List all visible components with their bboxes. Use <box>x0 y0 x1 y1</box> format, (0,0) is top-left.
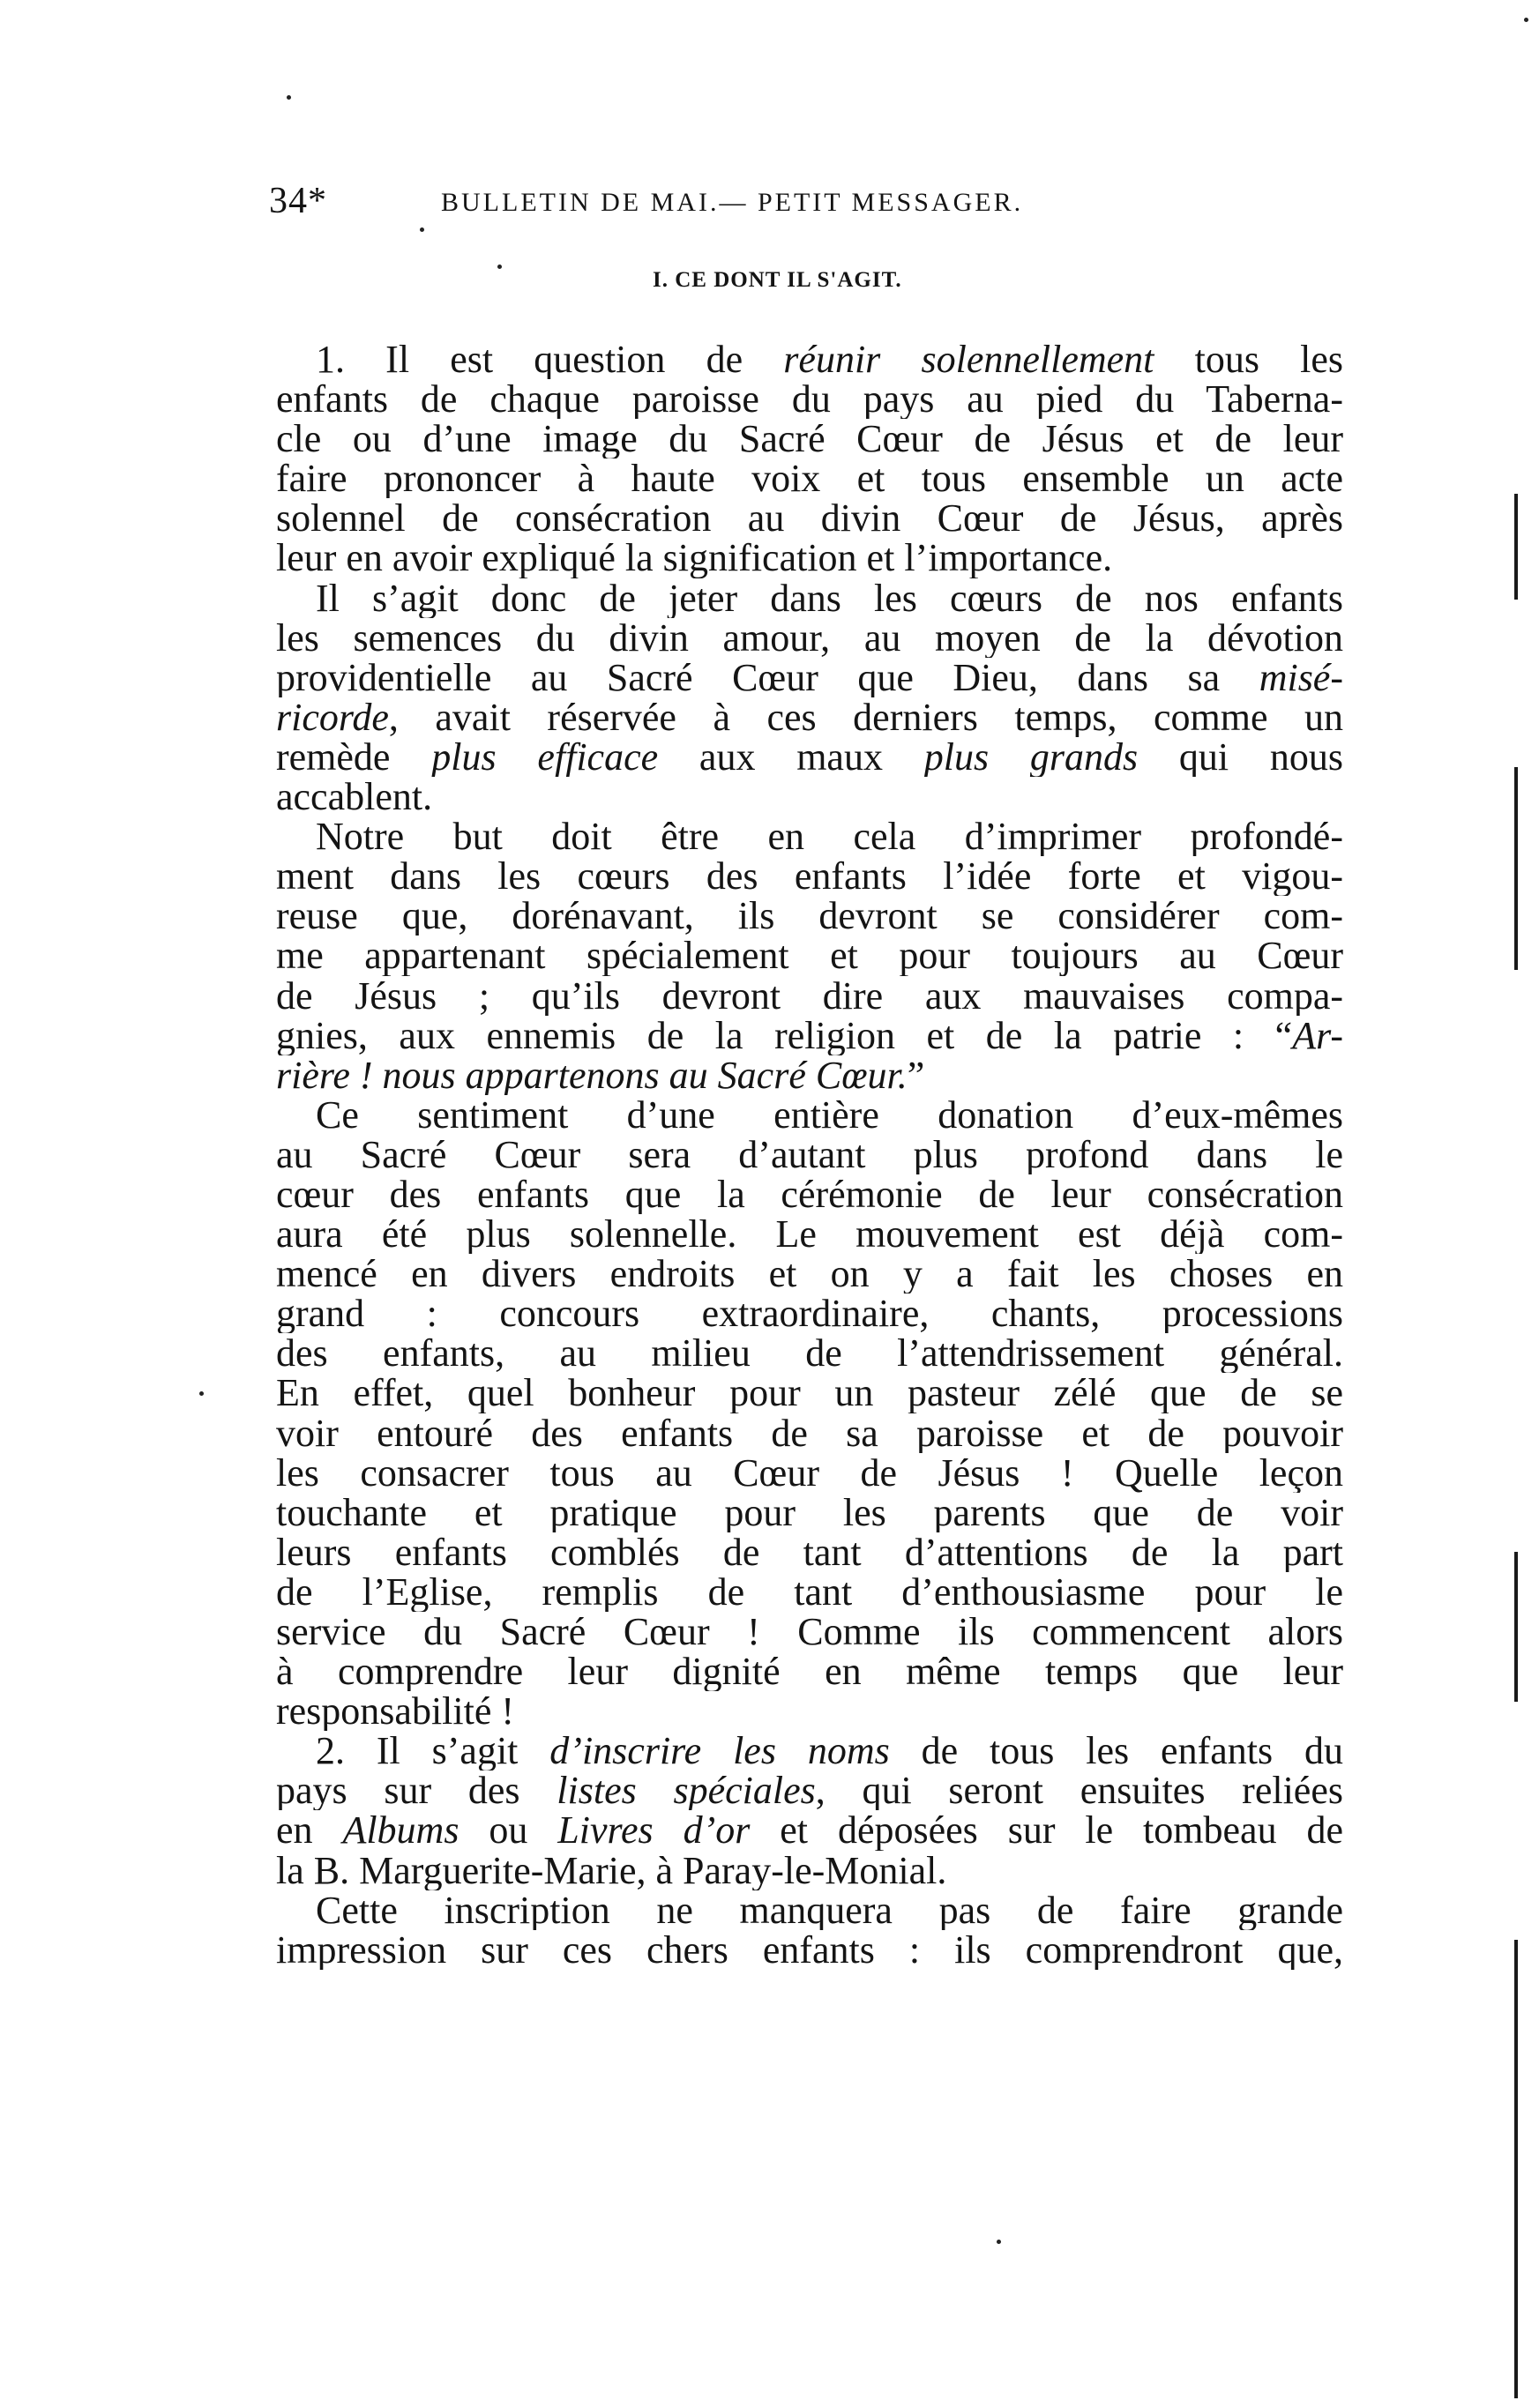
scan-speck <box>1524 18 1528 22</box>
scan-edge-mark <box>1514 494 1518 600</box>
text-run: service du Sacré Cœur ! Comme ils commencent alors <box>276 1612 1343 1652</box>
text-line <box>276 658 1343 697</box>
text-line <box>276 1174 1343 1214</box>
text-line <box>276 816 1343 856</box>
text-line <box>276 936 1343 975</box>
body-text <box>276 339 1343 1970</box>
text-line <box>276 737 1343 777</box>
text-line <box>276 578 1343 618</box>
text-line <box>276 1055 1343 1095</box>
text-run: 2. Il s’agit <box>316 1731 550 1771</box>
italic-text: misé- <box>1259 657 1343 697</box>
text-run: ou <box>459 1810 558 1851</box>
text-run: et déposées sur le tombeau de <box>750 1810 1343 1851</box>
text-line <box>276 856 1343 896</box>
text-run: de tous les enfants du <box>889 1731 1343 1771</box>
text-run: gnies, aux ennemis de la religion et de la patrie : “ <box>276 1015 1293 1055</box>
text-line <box>276 1851 1343 1890</box>
text-line <box>276 1413 1343 1453</box>
text-line <box>276 1572 1343 1612</box>
text-line <box>276 1095 1343 1135</box>
text-line <box>276 777 1343 816</box>
text-run: , qui seront ensuites reliées <box>815 1771 1343 1811</box>
text-run: remède <box>276 736 432 778</box>
scan-speck <box>420 227 424 232</box>
text-run: , avait réservée à ces derniers temps, comme un <box>388 697 1343 737</box>
text-line <box>276 1333 1343 1373</box>
text-line <box>276 1453 1343 1493</box>
scan-edge-mark <box>1514 767 1518 970</box>
section-heading: I. CE DONT IL S'AGIT. <box>653 268 902 292</box>
text-line <box>276 1214 1343 1254</box>
text-line <box>276 1532 1343 1572</box>
text-run: mencé en divers endroits et on y a fait les choses en <box>276 1254 1343 1294</box>
scan-speck <box>287 95 291 100</box>
text-line <box>276 458 1343 498</box>
italic-text: d’inscrire les noms <box>549 1731 890 1771</box>
text-line <box>276 1016 1343 1055</box>
text-run: faire prononcer à haute voix et tous ensemble un acte <box>276 458 1343 499</box>
text-run: de l’Eglise, remplis de tant d’enthousiasme pour le <box>276 1571 1343 1612</box>
text-line <box>276 1771 1343 1810</box>
text-run: les consacrer tous au Cœur de Jésus ! Quelle leçon <box>276 1452 1343 1493</box>
text-run: de Jésus ; qu’ils devront dire aux mauvaises compa- <box>276 975 1343 1016</box>
text-line <box>276 339 1343 379</box>
text-run: impression sur ces chers enfants : ils comprendront que, <box>276 1929 1343 1970</box>
italic-text: Ar- <box>1292 1015 1343 1055</box>
text-line <box>276 896 1343 936</box>
text-run: leurs enfants comblés de tant d’attentions de la part <box>276 1532 1343 1572</box>
text-run: au Sacré Cœur sera d’autant plus profond dans le <box>276 1134 1343 1174</box>
text-run: à comprendre leur dignité en même temps que leur <box>276 1651 1343 1692</box>
text-run: Notre but doit être en cela d’imprimer profondé- <box>316 816 1343 857</box>
text-line <box>276 1373 1343 1413</box>
text-run: reuse que, dorénavant, ils devront se considérer com- <box>276 896 1343 936</box>
text-run: Il s’agit donc de jeter dans les cœurs de nos enfants <box>316 578 1343 618</box>
text-line <box>276 419 1343 458</box>
scan-edge-mark <box>1514 1940 1518 2398</box>
text-run: providentielle au Sacré Cœur que Dieu, dans sa <box>276 657 1259 697</box>
scan-speck <box>497 265 502 269</box>
running-header <box>269 175 1358 227</box>
text-run: ” <box>907 1055 925 1095</box>
scan-edge-mark <box>1514 1552 1518 1702</box>
text-run: touchante et pratique pour les parents que de voir <box>276 1492 1343 1532</box>
text-line <box>276 618 1343 658</box>
text-line <box>276 1254 1343 1293</box>
text-line <box>276 1293 1343 1333</box>
text-run: des enfants, au milieu de l’attendrissement général. <box>276 1333 1343 1374</box>
text-run: accablent. <box>276 777 433 817</box>
text-line <box>276 538 1343 578</box>
italic-text: listes spéciales <box>557 1771 816 1811</box>
text-run: Cette inscription ne manquera pas de faire grande <box>316 1890 1343 1930</box>
italic-text: plus grands <box>923 736 1139 778</box>
text-run: 1. Il est question de <box>316 339 784 380</box>
text-run: voir entouré des enfants de sa paroisse et de pouvoir <box>276 1413 1343 1453</box>
text-run: les semences du divin amour, au moyen de la dévotion <box>276 617 1343 658</box>
text-run: grand : concours extraordinaire, chants, processions <box>276 1293 1343 1334</box>
text-run: responsabilité ! <box>276 1691 515 1732</box>
italic-text: ricorde <box>276 697 389 737</box>
text-run: qui nous <box>1138 736 1343 778</box>
text-run: aura été plus solennelle. Le mouvement est déjà com- <box>276 1214 1343 1255</box>
text-run: solennel de consécration au divin Cœur de Jésus, après <box>276 498 1343 539</box>
text-line <box>276 1930 1343 1970</box>
text-line <box>276 1493 1343 1532</box>
text-line <box>276 1691 1343 1731</box>
text-line <box>276 1651 1343 1691</box>
text-run: aux maux <box>658 736 924 778</box>
italic-text: rière ! nous appartenons au Sacré Cœur. <box>276 1055 908 1095</box>
italic-text: réunir solennellement <box>783 339 1154 380</box>
text-line <box>276 1810 1343 1850</box>
text-run: en <box>276 1810 343 1851</box>
italic-text: Albums <box>342 1810 459 1851</box>
italic-text: Livres d’or <box>557 1810 751 1851</box>
text-run: cœur des enfants que la cérémonie de leur consécration <box>276 1174 1343 1215</box>
text-run: pays sur des <box>276 1771 557 1811</box>
text-line <box>276 498 1343 538</box>
page-number: 34* <box>269 181 327 221</box>
text-run: cle ou d’une image du Sacré Cœur de Jésus et de leur <box>276 419 1343 459</box>
text-run: la B. Marguerite-Marie, à Paray-le-Monial. <box>276 1850 947 1890</box>
italic-text: plus efficace <box>431 736 659 778</box>
text-line <box>276 697 1343 737</box>
text-run: enfants de chaque paroisse du pays au pied du Taberna- <box>276 379 1343 420</box>
text-run: me appartenant spécialement et pour toujours au Cœur <box>276 936 1343 976</box>
text-run: Ce sentiment d’une entière donation d’eux-mêmes <box>316 1094 1343 1135</box>
text-line <box>276 1731 1343 1771</box>
text-run: ment dans les cœurs des enfants l’idée forte et vigou- <box>276 856 1343 897</box>
running-title: BULLETIN DE MAI.— PETIT MESSAGER. <box>441 188 1024 217</box>
text-run: En effet, quel bonheur pour un pasteur zélé que de se <box>276 1373 1343 1413</box>
scan-speck <box>997 2240 1001 2244</box>
text-line <box>276 976 1343 1016</box>
text-line <box>276 1135 1343 1174</box>
scan-speck <box>199 1391 204 1396</box>
text-line <box>276 1890 1343 1930</box>
text-line <box>276 1612 1343 1651</box>
text-run: leur en avoir expliqué la signification et l’importance. <box>276 538 1113 578</box>
text-run: tous les <box>1154 339 1343 380</box>
text-line <box>276 379 1343 419</box>
